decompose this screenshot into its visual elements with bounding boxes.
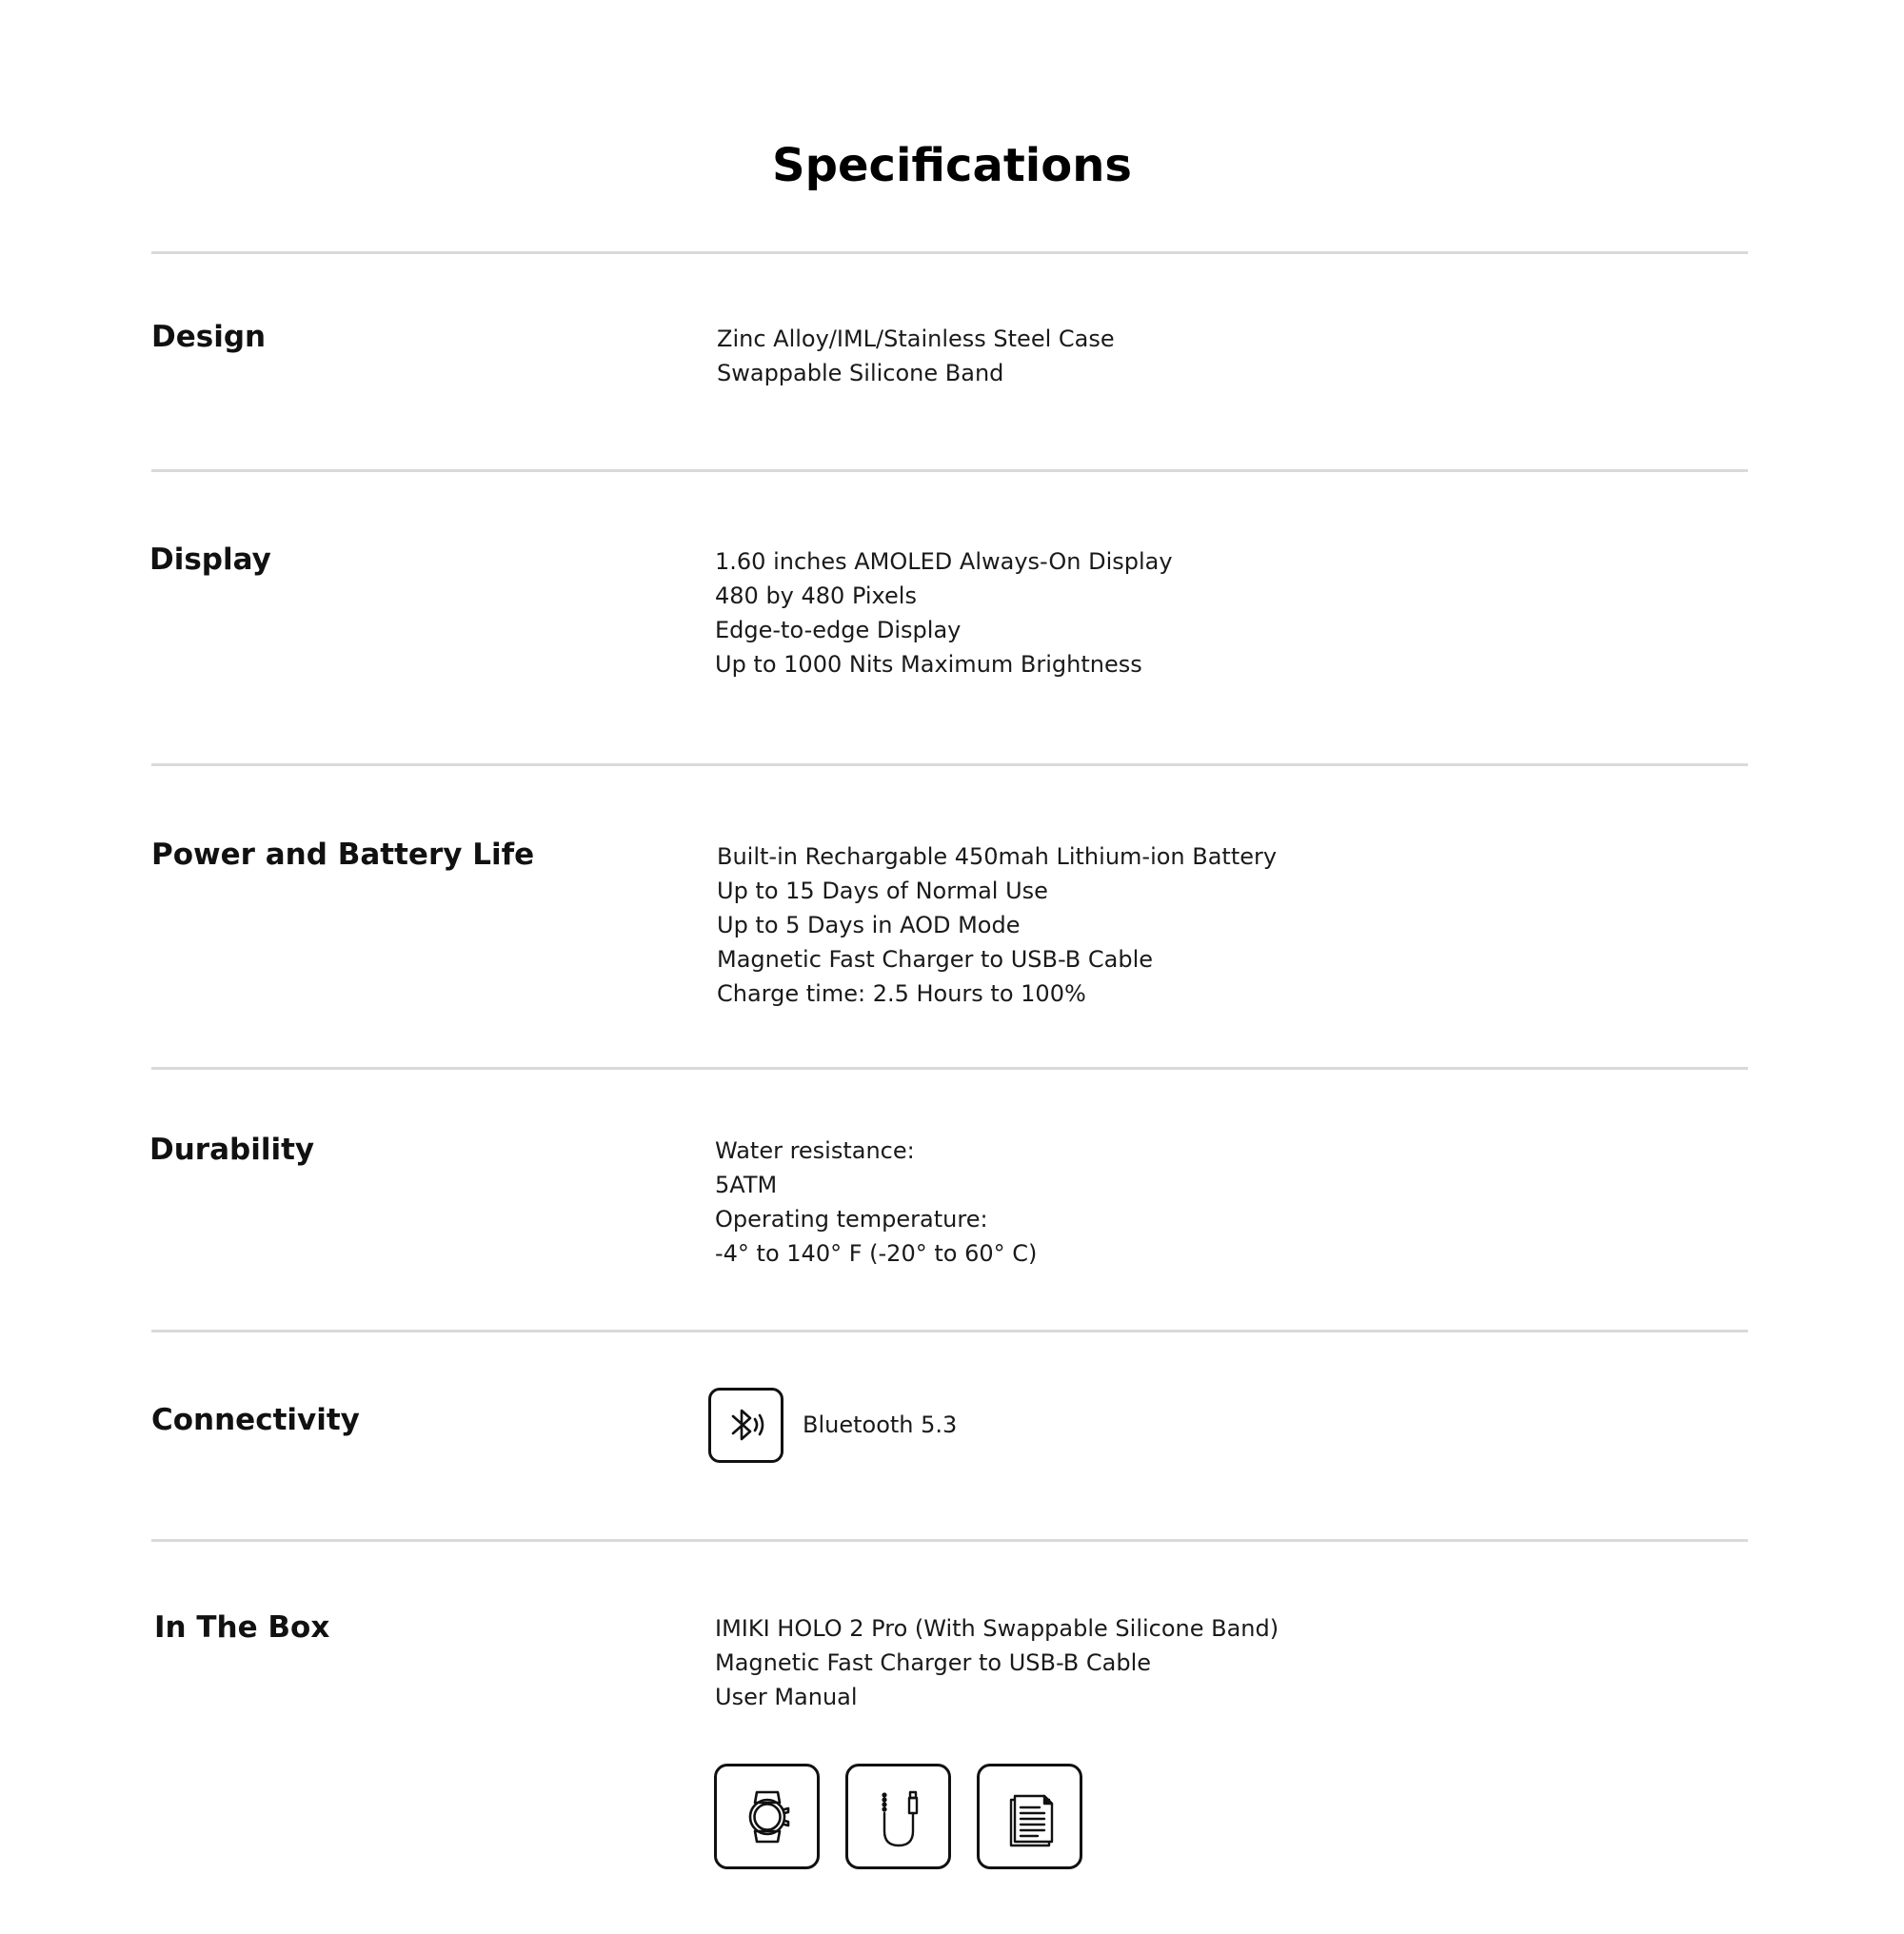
connectivity-row — [708, 1387, 957, 1463]
section-divider — [151, 469, 1748, 472]
spec-line: 480 by 480 Pixels — [715, 582, 917, 609]
spec-line: User Manual — [715, 1684, 858, 1710]
spec-line: Charge time: 2.5 Hours to 100% — [717, 980, 1086, 1007]
spec-line: Up to 1000 Nits Maximum Brightness — [715, 651, 1142, 678]
section-divider — [151, 763, 1748, 766]
section-lines — [715, 1611, 1279, 1714]
spec-line: 5ATM — [715, 1172, 778, 1198]
section-label: Power and Battery Life — [151, 838, 535, 872]
section-divider — [151, 1067, 1748, 1070]
spec-line: IMIKI HOLO 2 Pro (With Swappable Silicone Band) — [715, 1615, 1279, 1642]
spec-line: Zinc Alloy/IML/Stainless Steel Case — [717, 326, 1115, 352]
page-title: Specifications — [772, 139, 1132, 192]
spec-line: Up to 5 Days in AOD Mode — [717, 912, 1021, 938]
section-lines — [715, 544, 1173, 681]
section-label: Connectivity — [151, 1403, 360, 1437]
spec-line: Swappable Silicone Band — [717, 360, 1004, 386]
section-label: Display — [149, 543, 271, 577]
section-label: Design — [151, 320, 267, 354]
smartwatch-icon — [714, 1764, 820, 1869]
section-lines — [717, 839, 1277, 1011]
user-manual-icon — [977, 1764, 1082, 1869]
charging-cable-icon — [845, 1764, 951, 1869]
spec-line: 1.60 inches AMOLED Always-On Display — [715, 548, 1173, 575]
spec-line: Magnetic Fast Charger to USB-B Cable — [717, 946, 1154, 973]
spec-line: -4° to 140° F (-20° to 60° C) — [715, 1240, 1038, 1267]
section-divider — [151, 251, 1748, 254]
section-lines — [715, 1134, 1037, 1271]
box-contents-icons — [714, 1764, 1082, 1869]
section-divider — [151, 1330, 1748, 1332]
spec-line: Magnetic Fast Charger to USB-B Cable — [715, 1649, 1152, 1676]
bluetooth-icon — [708, 1388, 783, 1463]
spec-line: Operating temperature: — [715, 1206, 988, 1233]
section-label: In The Box — [154, 1610, 330, 1645]
section-divider — [151, 1539, 1748, 1542]
section-label: Durability — [149, 1133, 315, 1167]
section-lines — [717, 322, 1115, 390]
spec-line: Up to 15 Days of Normal Use — [717, 878, 1048, 904]
bluetooth-version: Bluetooth 5.3 — [803, 1411, 958, 1438]
spec-line: Edge-to-edge Display — [715, 617, 962, 643]
spec-line: Built-in Rechargable 450mah Lithium-ion Battery — [717, 843, 1278, 870]
spec-line: Water resistance: — [715, 1137, 915, 1164]
